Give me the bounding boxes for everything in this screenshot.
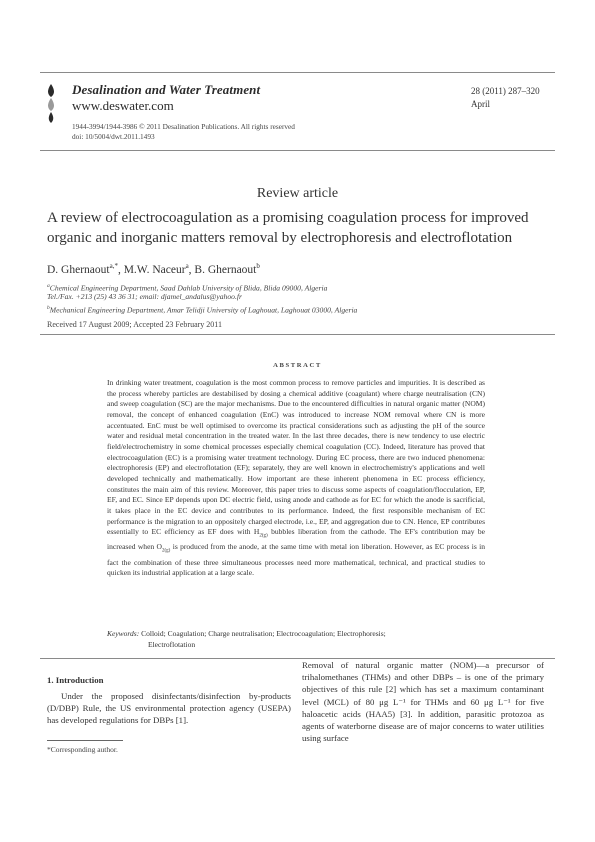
- abstract-part-1: In drinking water treatment, coagulation is the most common process to remove particles and impurities. It is described as the process whereby particles are destabilised by dosing a chemical additive (coagulant) where charge neutralisation (CN) and sweep coagulation (SC) are the major mechanisms. Due to the encountered difficulties in natural organic matter (NOM) removal, the concept of enhanced coagulation (EnC) was introduced to increase NOM removal where CN is more accentuated. EnC must be well optimised to overcome its practical considerations such as adjusting the pH of the source water and residual metal concentration in the treated water. In the last three decades, there is new tendency to use electric field/electrochemistry in some chemical processes especially chemical coagulation (CC). Indeed, literature has proved that electrocoagulation (EC) is a promising water treatment technology. During EC process, there are two induced phenomena: electrophoresis (EP) and electroflotation (EF); separately, they are well known in electrochemistry's applications and well developed technically and mathematically. How important are these inherent phenomena in EC process efficiency, constitutes the main aim of this review. Moreover, this paper tries to discuss some aspects of coagulation/flocculation, EP, EF, and EC. Since EP depends upon DC electric field, using anode and cathode as for EC for which the anode is sacrificial, it takes place in the EC device and contributes to its performance. Indeed, the first responsible mechanism of EC performance is the migration to an oppositely charged electrode, i.e., EP, and aggregation due to CN. Hence, EP contributes essentially to EC efficiency as EF does with H: [107, 378, 485, 537]
- author-2-affiliation: a: [185, 262, 189, 270]
- author-3-affiliation: b: [256, 262, 260, 270]
- right-column-text: Removal of natural organic matter (NOM)—a precursor of trihalomethanes (THMs) and other DBPs – is one of the primary objectives of this rule [2] which has set a maximum contaminant level (MCL) of 80 μg L⁻¹ for THMs and 60 μg L⁻¹ for five haloacetic acids (HAA5) [3]. In addition, parasitic protozoa as agents of waterborne disease are of major concerns to water utilities using surface: [302, 660, 544, 744]
- section-heading: 1. Introduction: [47, 675, 104, 685]
- volume-pages: 28 (2011) 287–320: [471, 86, 540, 96]
- keywords-label: Keywords:: [107, 629, 140, 638]
- author-1: D. Ghernaout: [47, 263, 110, 276]
- affiliation-b-text: Mechanical Engineering Department, Amar Telidji University of Laghouat, Laghouat 03000, Algeria: [49, 305, 358, 315]
- journal-logo-icon: [44, 84, 58, 124]
- journal-url[interactable]: www.deswater.com: [72, 98, 174, 113]
- h2-subscript: 2(g): [259, 533, 268, 539]
- article-type: Review article: [256, 186, 339, 201]
- affiliation-a-mark: a: [47, 283, 50, 289]
- affiliation-b-mark: b: [47, 305, 50, 311]
- o2-subscript: 2(g): [162, 548, 171, 554]
- abstract-part-3: is produced from the anode, at the same time with metal ion liberation. However, as EC process is in fact the combination of these three simultaneous processes need more mathematical, technical, and practical studies to quicken its industrial application at a large scale.: [107, 542, 485, 578]
- abstract-text: [107, 378, 485, 579]
- footnote-rule: [47, 740, 123, 741]
- keywords-line-1: Colloid; Coagulation; Charge neutralisation; Electrocoagulation; Electrophoresis;: [139, 629, 386, 638]
- article-title: A review of electrocoagulation as a promising coagulation process for improved organic and inorganic matters removal by electrophoresis and electroflotation: [47, 210, 529, 246]
- abstract-heading: ABSTRACT: [273, 362, 322, 369]
- left-column-text: Under the proposed disinfectants/disinfection by-products (D/DBP) Rule, the US environmental protection agency (USEPA) has developed regulations for DBPs [1].: [47, 691, 291, 726]
- received-dates: Received 17 August 2009; Accepted 23 February 2011: [47, 320, 222, 329]
- author-list: [47, 262, 260, 276]
- abstract-top-rule: [40, 334, 555, 335]
- author-2: , M.W. Naceur: [117, 263, 186, 276]
- journal-title: Desalination and Water Treatment: [72, 82, 261, 97]
- keywords-line-2: Electroflotation: [148, 639, 196, 649]
- author-3: , B. Ghernaout: [188, 263, 257, 276]
- doi-line[interactable]: doi: 10/5004/dwt.2011.1493: [72, 132, 155, 141]
- corresponding-mark: *: [114, 262, 118, 270]
- keywords: [107, 629, 485, 650]
- affiliation-b: [47, 303, 547, 316]
- affiliation-a-text: Chemical Engineering Department, Saad Dahlab University of Blida, Blida 09000, Algeria: [49, 283, 328, 293]
- header-rule: [40, 150, 555, 151]
- issue-month: April: [471, 99, 490, 109]
- top-rule: [40, 72, 555, 73]
- contact-info: Tel./Fax. +213 (25) 43 36 31; email: djamel_andalus@yahoo.fr: [47, 292, 242, 301]
- author-1-affiliation: a,: [109, 262, 115, 270]
- footnote: *Corresponding author.: [47, 745, 118, 754]
- abstract-part-2: bubbles liberation from the cathode. The EF's contribution may be increased when O: [107, 527, 485, 552]
- issn-line: 1944-3994/1944-3986 © 2011 Desalination Publications. All rights reserved: [72, 122, 295, 131]
